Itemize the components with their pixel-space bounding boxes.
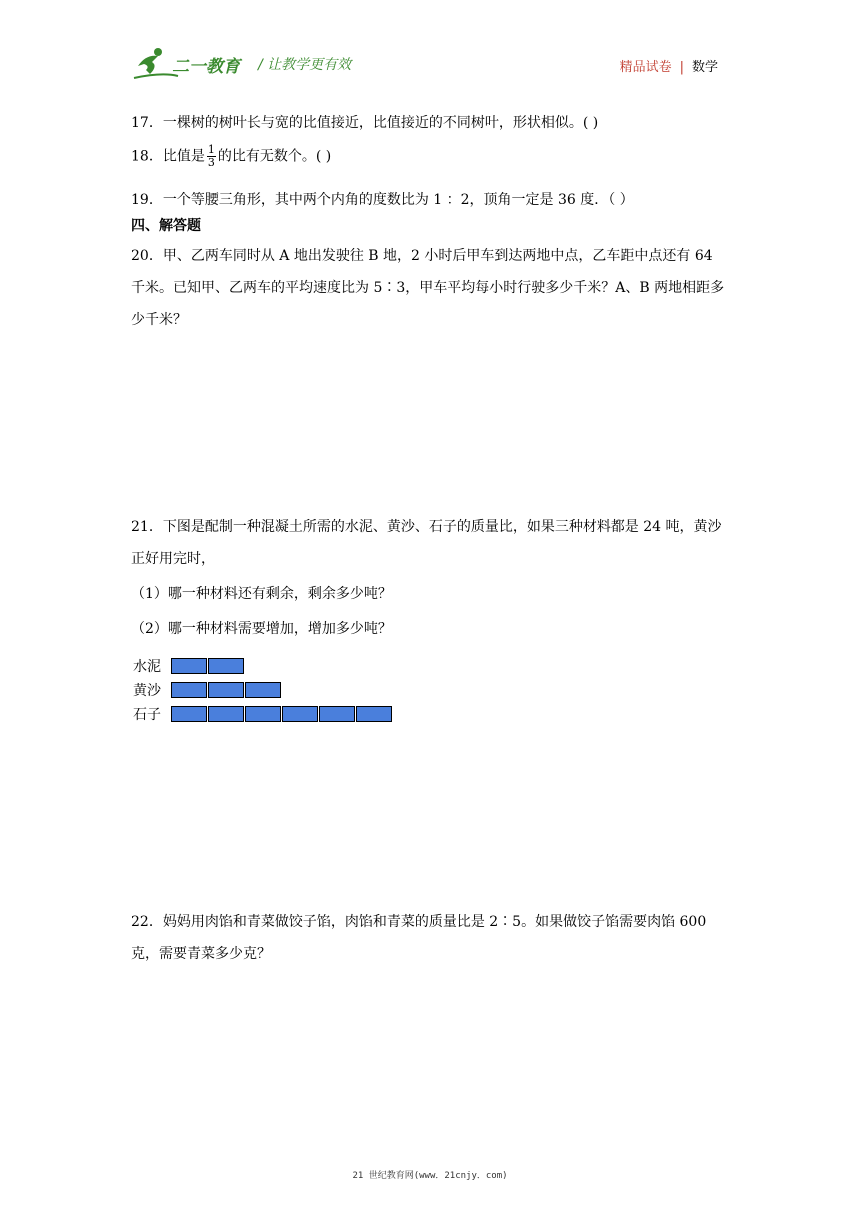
ratio-unit-cell <box>245 706 281 722</box>
question-17: 17．一棵树的树叶长与宽的比值接近，比值接近的不同树叶，形状相似。( ) <box>131 115 599 131</box>
question-18-post: 的比有无数个。( ) <box>217 148 332 165</box>
ratio-bar <box>171 658 245 674</box>
section-heading: 四、解答题 <box>131 218 201 234</box>
header-tag: 精品试卷 <box>619 60 672 75</box>
header-subject: 数学 <box>691 60 718 75</box>
ratio-unit-cell <box>171 682 207 698</box>
question-18 <box>131 144 331 169</box>
ratio-label: 黄沙 <box>133 683 161 699</box>
ratio-unit-cell <box>319 706 355 722</box>
question-21: 21．下图是配制一种混凝土所需的水泥、黄沙、石子的质量比，如果三种材料都是 24 吨，黄沙正好用完时， <box>131 519 722 567</box>
ratio-bar <box>171 682 282 698</box>
ratio-row-stone <box>133 702 393 726</box>
ratio-row-sand <box>133 678 393 702</box>
fraction-numerator: 1 <box>207 143 215 156</box>
page-footer: 21 世纪教育网(www．21cnjy．com) <box>352 1171 508 1181</box>
ratio-row-cement <box>133 654 393 678</box>
logo-text: 二一教育 <box>172 57 240 77</box>
ratio-unit-cell <box>171 706 207 722</box>
header-right <box>620 56 718 75</box>
ratio-unit-cell <box>208 706 244 722</box>
question-18-pre: 18．比值是 <box>131 148 205 165</box>
logo <box>132 44 250 84</box>
question-19: 19．一个等腰三角形，其中两个内角的度数比为 1 ：2，顶角一定是 36 度．（ ） <box>131 192 634 208</box>
question-20: 20．甲、乙两车同时从 A 地出发驶往 B 地，2 小时后甲车到达两地中点，乙车距中点还有 64 千米。已知甲、乙两车的平均速度比为 5∶3，甲车平均每小时行驶多少千米？A、B 两地相距多少千米？ <box>131 248 725 328</box>
ratio-unit-cell <box>208 682 244 698</box>
ratio-unit-cell <box>282 706 318 722</box>
ratio-bar <box>171 706 393 722</box>
fraction <box>207 144 216 169</box>
ratio-unit-cell <box>171 658 207 674</box>
header-divider: | <box>679 60 684 75</box>
ratio-unit-cell <box>245 682 281 698</box>
question-21-part1: （1）哪一种材料还有剩余，剩余多少吨？ <box>131 586 392 602</box>
question-21-part2: （2）哪一种材料需要增加，增加多少吨？ <box>131 621 392 637</box>
question-22: 22．妈妈用肉馅和青菜做饺子馅，肉馅和青菜的质量比是 2∶5。如果做饺子馅需要肉馅 600 克，需要青菜多少克？ <box>131 914 707 962</box>
fraction-denominator: 3 <box>207 156 215 169</box>
ratio-label: 石子 <box>133 707 161 723</box>
ratio-figure <box>133 654 393 726</box>
ratio-label: 水泥 <box>133 659 161 675</box>
header-slogan: / 让教学更有效 <box>258 57 352 73</box>
ratio-unit-cell <box>208 658 244 674</box>
ratio-unit-cell <box>356 706 392 722</box>
